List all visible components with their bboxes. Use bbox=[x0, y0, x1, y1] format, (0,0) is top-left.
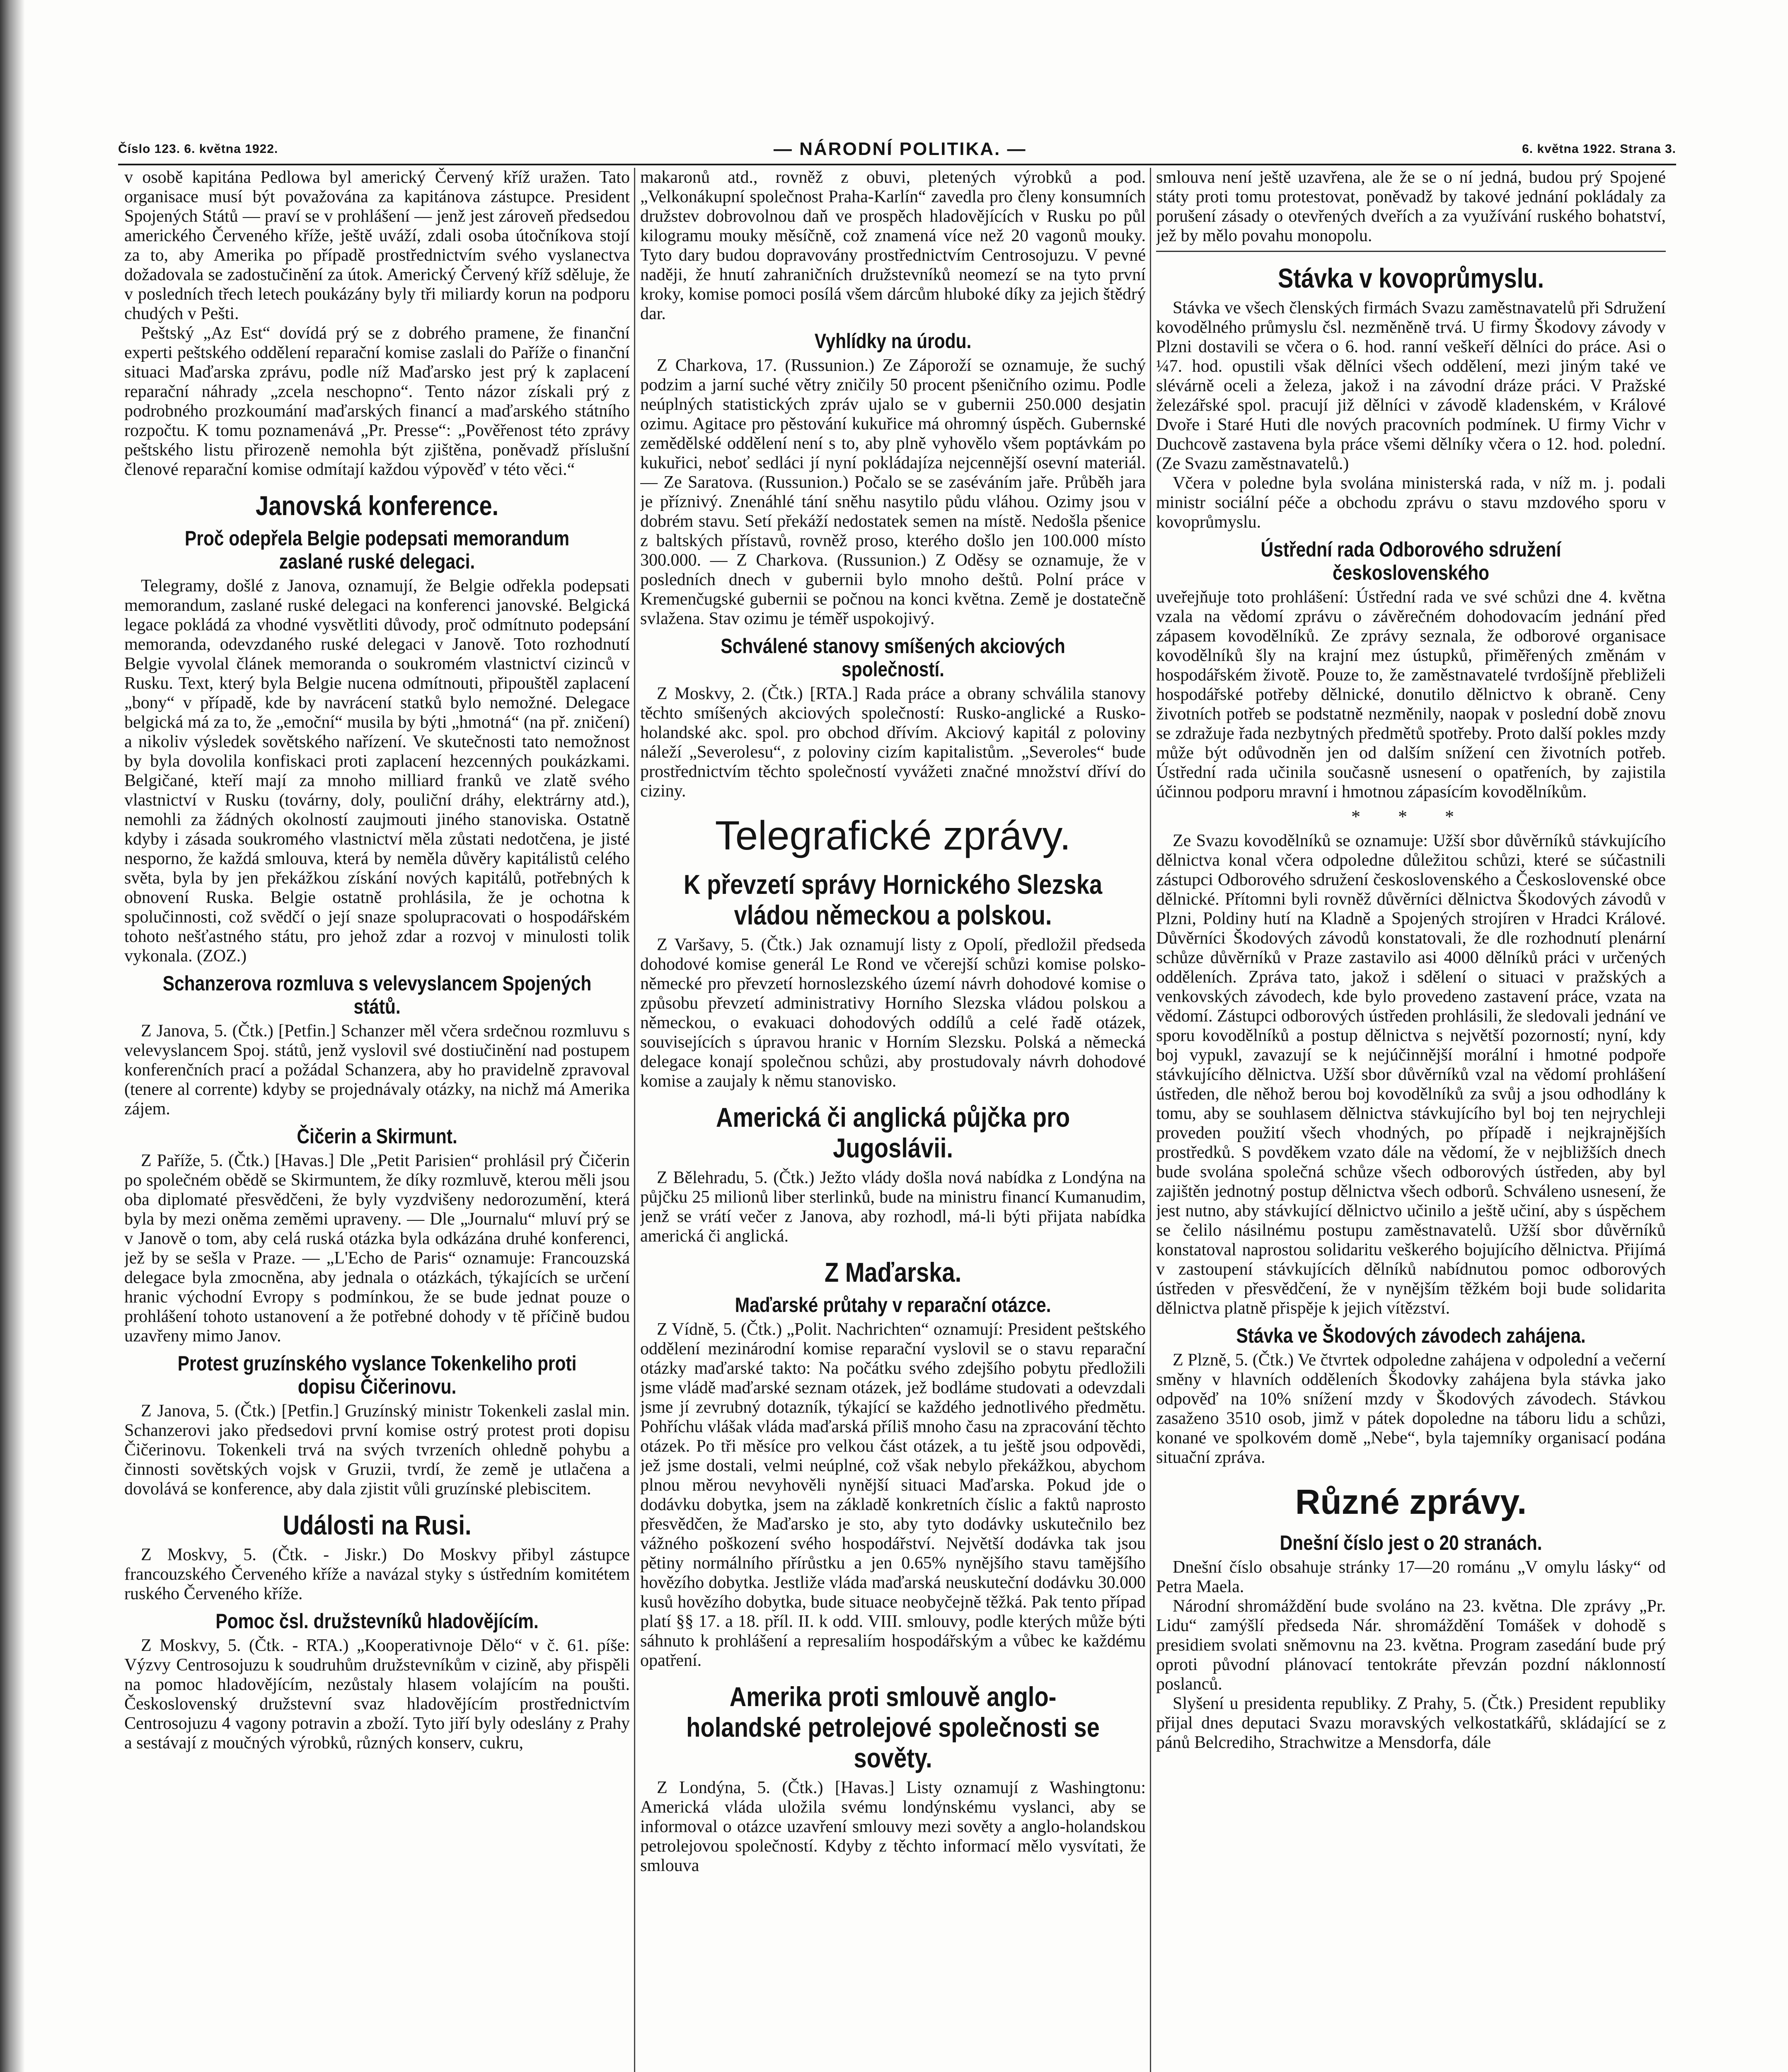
article-text: Z Paříže, 5. (Čtk.) [Havas.] Dle „Petit Parisien“ prohlásil prý Čičerin po společném obědě se Skirmuntem, že díky rozmluvě, kterou měli jsou oba diplomaté přesvědčeni, že byly vyzdvišeny nedorozumění, která byla by mezi oněma zeměmi upraveny. — Dle „Journalu“ mluví prý se v Janově o tom, aby celá ruská otázka byla odkázána druhé konferenci, jež by se sešla v Praze. — „L'Echo de Paris“ oznamuje: Francouzská delegace byla zmocněna, aby jednala o otázkách, týkajících se určení hranic východní Evropy s podmínkou, že se bude jednat pouze o prohlášení tohoto ustanovení a že potřebné dohody v tě příčině budou uzavřeny mimo Janov. bbox=[124, 1151, 630, 1346]
header-title: — NÁRODNÍ POLITIKA. — bbox=[773, 139, 1027, 159]
article-text: Z Charkova, 17. (Russunion.) Ze Záporoží se oznamuje, že suchý podzim a jarní suché větry zničily 50 procent pšeničního ozimu. Podle neúplných statistických zpráv ujalo se v gubernii 250.000 desjatin ozimu. Agitace pro pěstování kukuřice má ohromný úspěch. Gubernské zemědělské oddělení není s to, aby plně vyhovělo všem poptávkám po kukuřici, neboť sedláci jí nyní pokládajíza nejcennější osevní materiál. — Ze Saratova. (Russunion.) Počalo se se zaséváním jaře. Průběh jara je příznivý. Znenáhlé tání sněhu nasytilo půdu vláhou. Ozimy jsou v dobrém stavu. Setí překáží nedostatek semen na místě. Nedošla pšenice z baltských přístavů, rovněž proso, kterého došlo jen 100.000 místo 300.000. — Z Charkova. (Russunion.) Z Oděsy se oznamuje, že v posledních dnech v gubernii bylo mnoho deštů. Polní práce v Kremenčugské gubernii se počnou na konci května. Země je dostatečně svlažena. Stav ozimu je téměř uspokojivý. bbox=[640, 356, 1146, 628]
article-text: Peštský „Az Est“ dovídá prý se z dobrého pramene, že finanční experti peštského oddělení reparační komise zaslali do Paříže o finanční situaci Maďarska zprávu, podle níž Maďarsko jest prý k zaplacení reparační náhrady „zcela neschopno“. Tento názor získali prý z podrobného prozkoumání maďarských financí a maďarského státního rozpočtu. K tomu poznamenává „Pr. Presse“: „Pověřenost této zprávy peštského listu přirozeně nemohla být zjištěna, poněvadž příslušní členové reparační komise odmítají každou výpověď v této věci.“ bbox=[124, 324, 630, 479]
section-heading: Události na Rusi. bbox=[283, 1510, 472, 1540]
article-heading: Dnešní číslo jest o 20 stranách. bbox=[1280, 1531, 1542, 1554]
column-3 bbox=[1156, 168, 1666, 2072]
article-subheading: Maďarské průtahy v reparační otázce. bbox=[735, 1293, 1051, 1317]
article-text: Z Moskvy, 2. (Čtk.) [RTA.] Rada práce a obrany schválila stanovy těchto smíšených akciových společností: Rusko-anglické a Rusko-holandské akc. spol. pro obchod dřívím. Akciový kapitál z poloviny náleží „Severolesu“, z poloviny cizím kapitalistům. „Severoles“ bude prostřednictvím těchto společností vyvážeti značné množství dříví do ciziny. bbox=[640, 684, 1146, 801]
article-heading: Schválené stanovy smíšených akciových společností. bbox=[721, 634, 1065, 681]
article-text: Telegramy, došlé z Janova, oznamují, že Belgie odřekla podepsati memorandum, zaslané ruské delegaci na konferenci janovské. Belgická legace pokládá za vhodné vysvětliti důvody, proč odmítnuto podepsání memoranda, odevzdaného ruské delegaci v Janově. Toto rozhodnutí Belgie vyvolal článek memoranda o soukromém vlastnictví cizinců v Rusku. Text, který byla Belgie nucena odmítnouti, připouštěl zaplacení „bony“ v případě, kde by navrácení statků bylo nemožné. Delegace belgická má za to, že „emoční“ musila by býti „hmotná“ (na př. zničení) a nikoliv výsledek sovětského nařízení. Ve skutečnosti tato nemožnost by byla dovolila konfiskaci proti zaplacení hezcenných poukázkami. Belgičané, kteří mají za mnoho milliard franků ve zlatě svého vlastnictví v Rusku (továrny, doly, pouliční dráhy, elektrárny atd.), nemohli za žádných okolností zaujmouti jiného stanoviska. Ostatně kdyby i zásada soukromého vlastnictví měla zůstati nedotčena, je jisté nesporno, že každá smlouva, která by neměla důvěry kapitálistů celého světa, byla by jen překážkou získání nových kapitálů, potřebných k obnovení Ruska. Belgie ostatně prohlásila, že je ochotna k spolučinnosti, což svědčí o její snaze spolupracovati o hospodářském tohoto nešťastného státu, pro jehož zdar a rozvoj v minulosti tolik vykonala. (ZOZ.) bbox=[124, 576, 630, 966]
separator-asterisks: * * * bbox=[1351, 806, 1471, 827]
article-heading: K převzetí správy Hornického Slezska vládou německou a polskou. bbox=[683, 869, 1103, 930]
article-text: Národní shromáždění bude svoláno na 23. května. Dle zprávy „Pr. Lidu“ zamýšlí předseda Nár. shromáždění Tomášek v dohodě s presidiem svolati sněmovnu na 23. května. Program zasedání bude prý oproti původní plánovací tentokráte převzán pozdní náklonností poslanců. bbox=[1156, 1597, 1666, 1694]
article-text: uveřejňuje toto prohlášení: Ústřední rada ve své schůzi dne 4. května vzala na vědomí zprávu o závěrečném dohodovacím jednání před zápasem kovodělníků. Ze zprávy seznala, že odborové organisace kovodělníků šly na krajní mez ústupků, přiměřených změnám v hospodářském životě. Pouze to, že zaměstnavatelé tvrdošíjně přebliželi hospodářské potřeby dělnické, donutilo dělnictvo k obraně. Ceny životních potřeb se podstatně nezměnily, naopak v poslední době znovu se zdražuje řada nezbytných předmětů spotřeby. Proto další pokles mzdy může být odůvodněn jen od dalším snížení cen životních potřeb. Ústřední rada učinila současně usnesení o opatřeních, by zajistila účinnou podporu mravní i hmotnou zápasícím kovodělníkům. bbox=[1156, 588, 1666, 801]
column-rule bbox=[1150, 168, 1151, 2072]
article-heading: Schanzerova rozmluva s velevyslancem Spojených států. bbox=[162, 972, 592, 1018]
article-text: Dnešní číslo obsahuje stránky 17—20 románu „V omylu lásky“ od Petra Maela. bbox=[1156, 1558, 1666, 1596]
article-text: Včera v poledne byla svolána ministerská rada, v níž m. j. podali ministr sociální péče a obchodu zprávu o stavu mzdového sporu v kovoprůmyslu. bbox=[1156, 474, 1666, 532]
article-text: Ze Svazu kovodělníků se oznamuje: Užší sbor důvěrníků stávkujícího dělnictva konal včera odpoledne důležitou schůzi, které se súčastnili zástupci Odborového sdružení československého a Československé obce dělnické. Přítomni byli rovněž důvěrníci dělnictva Škodových závodů v Plzni, Poldiny hutí na Kladně a Spojených strojíren v Hradci Králové. Důvěrníci Škodových závodů konstatovali, že dle rozhodnutí plenární schůze důvěrníků v Praze zastavilo asi 4000 dělníků práci v určených odděleních. Zpráva tato, jakož i sdělení o situaci v pražských a venkovských závodech, kde bylo provedeno zastavení práce, vzata na vědomí. Zástupci odborových ústředen prohlásili, že sledovali jednání ve sporu kovodělníků a postup dělnictva s největší pozorností; nyní, kdy boj vypukl, zavazují se k nejúčinnější morální i hmotné podpoře stávkujícího dělnictva. Užší sbor důvěrníků vzal na vědomí prohlášení ústředen, dle něhož berou boj kovodělníků za svůj a jsou odhodlány k tomu, aby se souhlasem dělnictva stávkujícího byl boj ten nejrychleji proveden použití všech vhodných, po případě i nejkrajnějších prostředků. S povděkem vzato dále na vědomí, že v nejbližších dnech bude svolána společná schůze všech odborových ústředen, aby byl zajištěn jednotný postup dělnictva všech odborů. Schváleno usnesení, že jest nutno, aby stávkující dělnictvo učinilo a ještě učiní, aby s úspěchem se čelilo násilnému postupu zaměstnavatelů. Užší sbor důvěrníků konstatoval naprostou solidaritu veškerého bojujícího dělnictva. Přijímá v zastoupení stávkujících dělníků nabídnutou pomoc odborových ústředen v přesvědčení, že v nynějším těžkém boji bude solidarita dělnictva platně přispěje k jejich vítězství. bbox=[1156, 831, 1666, 1318]
article-text: Z Moskvy, 5. (Čtk. - RTA.) „Kooperativnoje Dělo“ v č. 61. píše: Výzvy Centrosojuzu k soudruhům družstevníkům v cizině, aby přispěli na pomoc hladovějícím, nezůstaly hlasem volajícím na poušti. Československý družstevní svaz hladovějícím prostřednictvím Centrosojuzu 4 vagony potravin a zboží. Tyto jiří byly odeslány z Prahy a sestávají z moučných výrobků, různých konserv, cukru, bbox=[124, 1636, 630, 1752]
article-text: Z Janova, 5. (Čtk.) [Petfin.] Schanzer měl včera srdečnou rozmluvu s velevyslancem Spoj. států, jenž vyslovil své dostiučinění nad postupem konferenčních prací a požádal Schanzera, aby ho pravidelně zpravoval (tenere al corrente) kdyby se projednávaly otázky, na nichž má Amerika zájem. bbox=[124, 1021, 630, 1118]
article-text: Z Bělehradu, 5. (Čtk.) Ježto vlády došla nová nabídka z Londýna na půjčku 25 milionů liber sterlinků, bude na ministru financí Kumanudim, jenž se vrátí večer z Janova, aby rozhodl, má-li býti přijata nabídka americká či anglická. bbox=[640, 1168, 1146, 1246]
article-text: Z Varšavy, 5. (Čtk.) Jak oznamují listy z Opolí, předložil předseda dohodové komise generál Le Rond ve včerejší schůzi komise polsko-německé pro převzetí hornoslezského území návrh dohodové komise o způsobu převzetí administrativy Horního Slezska vládou polskou a německou, o evakuaci dohodových oddílů a celé řadě otázek, souvisejících s úpravou hranic v Horním Slezsku. Polská a německá delegace konají společnou schůzi, aby prostudovaly návrh dohodové komise a zaujaly k němu stanovisko. bbox=[640, 935, 1146, 1091]
article-text: Z Janova, 5. (Čtk.) [Petfin.] Gruzínský ministr Tokenkeli zaslal min. Schanzerovi jako předsedovi první komise ostrý protest proti dopisu Čičerinovu. Tokenkeli trvá na svých tvrzeních ohledně pohybu a činnosti sovětských vojsk v Gruzii, tvrdí, že země je utlačena a dovolává se konference, aby dala zjistit vůli gruzínské plebiscitem. bbox=[124, 1402, 630, 1498]
article-heading: Proč odepřela Belgie podepsati memorandum zaslané ruské delegaci. bbox=[184, 527, 570, 573]
article-heading: Americká či anglická půjčka pro Jugoslávii. bbox=[716, 1102, 1070, 1163]
article-heading: Čičerin a Skirmunt. bbox=[297, 1125, 457, 1148]
article-text: Z Plzně, 5. (Čtk.) Ve čtvrtek odpoledne zahájena v odpolední a večerní směny v hlavních odděleních Škodovky zahájena byla stávka jako odpověď na 10% snížení mzdy v Škodových závodech. Stávkou zasaženo 3510 osob, jimž v pátek dopoledne na táboru lidu a schůzi, konané ve spolkovém domě „Nebe“, byla tajemníky organisací podána situační zpráva. bbox=[1156, 1351, 1666, 1467]
section-heading: Stávka v kovoprůmyslu. bbox=[1277, 263, 1544, 293]
article-text: Z Londýna, 5. (Čtk.) [Havas.] Listy oznamují z Washingtonu: Americká vláda uložila svému londýnskému vyslanci, aby se informoval o otázce uzavření smlouvy mezi sověty a anglo-holandskou petrolejovou společností. Kdyby z těchto informací mělo vysvítati, že smlouva bbox=[640, 1778, 1146, 1875]
article-text: Z Vídně, 5. (Čtk.) „Polit. Nachrichten“ oznamují: President peštského oddělení mezinárodní komise reparační vyslovil se o stavu reparační otázky maďarské takto: Na počátku svého zdejšího pobytu předložili jsme vládě maďarské seznam otázek, jež bodláme studovati a odevzdali jsme jí zevrubný dotazník, týkající se každého jednotlivého předmětu. Pohříchu vlášak vláda maďarská příliš mnoho času na zpracování těchto otázek. Po tři měsíce pro velkou část otázek, a tu ještě jsou odpovědi, jež jsme dostali, velmi neúplné, což však nebylo překážkou, abychom plnou měrou nevyhověli nynější situaci Maďarska. Pokud jde o dodávku dobytka, jsem na základě konkretních číslic a faktů naprosto přesvědčen, že Maďarsko je sto, aby tyto dodávky uskutečnilo bez vážného poškození svého hospodářství. Největší dodávka tak jsou pětiny normálního přírůstku a jen 0.65% nynějšího stavu tamějšího hovězího dobytka. Jestliže vláda maďarská neuskuteční dodávku 30.000 kusů hovězího dobytka, bude situace neobyčejně těžká. Pak tento případ platí §§ 17. a 18. příl. II. k odd. VIII. smlouvy, podle kterých může býti sáhnuto k prohlášení a represaliím hospodářským a vůbec ke každému opatření. bbox=[640, 1320, 1146, 1670]
article-heading: Pomoc čsl. družstevníků hladovějícím. bbox=[215, 1610, 539, 1633]
article-text: Z Moskvy, 5. (Čtk. - Jiskr.) Do Moskvy přibyl zástupce francouzského Červeného kříže a navázal styky s ústředním komitétem ruského Červeného kříže. bbox=[124, 1545, 630, 1603]
article-text: smlouva není ještě uzavřena, ale že se o ní jedná, budou prý Spojené státy proti tomu protestovat, poněvadž by takové jednání pokládaly za porušení zásady o otevřených dveřích a za využívání ruského bohatství, jež by mělo povahu monopolu. bbox=[1156, 168, 1666, 245]
article-heading: Amerika proti smlouvě anglo-holandské petrolejové společnosti se sověty. bbox=[686, 1681, 1100, 1773]
article-text: Slyšení u presidenta republiky. Z Prahy, 5. (Čtk.) President republiky přijal dnes deputaci Svazu moravských velkostatkářů, skládající se z pánů Belcrediho, Strachwitze a Mensdorfa, dále bbox=[1156, 1694, 1666, 1752]
section-heading-large: Různé zprávy. bbox=[1295, 1482, 1527, 1521]
column-2 bbox=[640, 168, 1146, 2072]
article-heading: Ústřední rada Odborového sdružení československého bbox=[1261, 538, 1561, 584]
article-heading: Protest gruzínského vyslance Tokenkeliho proti dopisu Čičerinovu. bbox=[177, 1352, 577, 1398]
section-heading-large: Telegrafické zprávy. bbox=[715, 813, 1071, 858]
column-1 bbox=[124, 168, 630, 2072]
article-text: makaronů atd., rovněž z obuvi, pletených výrobků a pod. „Velkonákupní společnost Praha-Karlín“ zavedla pro členy konsumních družstev dobrovolnou daň ve prospěch hladovějících v Rusku po půl kilogramu mouky měsíčně, což znamená více než 20 vagonů mouky. Tyto dary budou dopravovány prostřednictvím Centrosojuzu. V pevné naději, že hnutí zahraničních družstevníků neomezí se na tyto první kroky, komise pomoci posílá všem dárcům hluboké díky za jejich štědrý dar. bbox=[640, 168, 1146, 323]
article-text: Stávka ve všech členských firmách Svazu zaměstnavatelů při Sdružení kovodělného průmyslu čsl. nezměněně trvá. U firmy Škodovy závody v Plzni dostavili se včera o 6. hod. ranní veškeří dělníci do práce. Asi o ¼7. hod. opustili však dělníci všech oddělení, mezi jiným také ve slévárně oceli a železa, jakož i na závodní dráze práci. V Pražské železářské spol. pracují již dělníci v závodě kladenském, v Králové Dvoře i Staré Huti dle nových pracovních podmínek. U firmy Vichr v Duchcově zastavena byla práce všemi dělníky včera o 12. hod. polední. (Ze Svazu zaměstnavatelů.) bbox=[1156, 298, 1666, 473]
article-text: v osobě kapitána Pedlowa byl americký Červený kříž uražen. Tato organisace musí být považována za kapitánova zástupce. President Spojených Států — praví se v prohlášení — jenž jest zároveň předsedou amerického Červeného kříže, ještě uváží, zdali osoba útočníkova stojí za to, aby Amerika po případě prostřednictvím svého vyslanectva dožadovala se zadostučinění za útok. Americký Červený kříž sděluje, že v posledních třech letech poukázány byly tři miliardy korun na podporu chudých v Pešti. bbox=[124, 168, 630, 323]
article-heading: Vyhlídky na úrodu. bbox=[814, 329, 972, 353]
column-rule bbox=[634, 168, 635, 2072]
header-issue: Číslo 123. 6. května 1922. bbox=[118, 142, 278, 156]
article-heading: Stávka ve Škodových závodech zahájena. bbox=[1236, 1324, 1586, 1347]
section-heading: Janovská konference. bbox=[255, 490, 499, 521]
header-page: 6. května 1922. Strana 3. bbox=[1522, 142, 1676, 156]
divider bbox=[1156, 251, 1666, 252]
page-header bbox=[118, 135, 1676, 165]
scan-edge bbox=[0, 0, 25, 2072]
article-heading: Z Maďarska. bbox=[824, 1257, 962, 1288]
